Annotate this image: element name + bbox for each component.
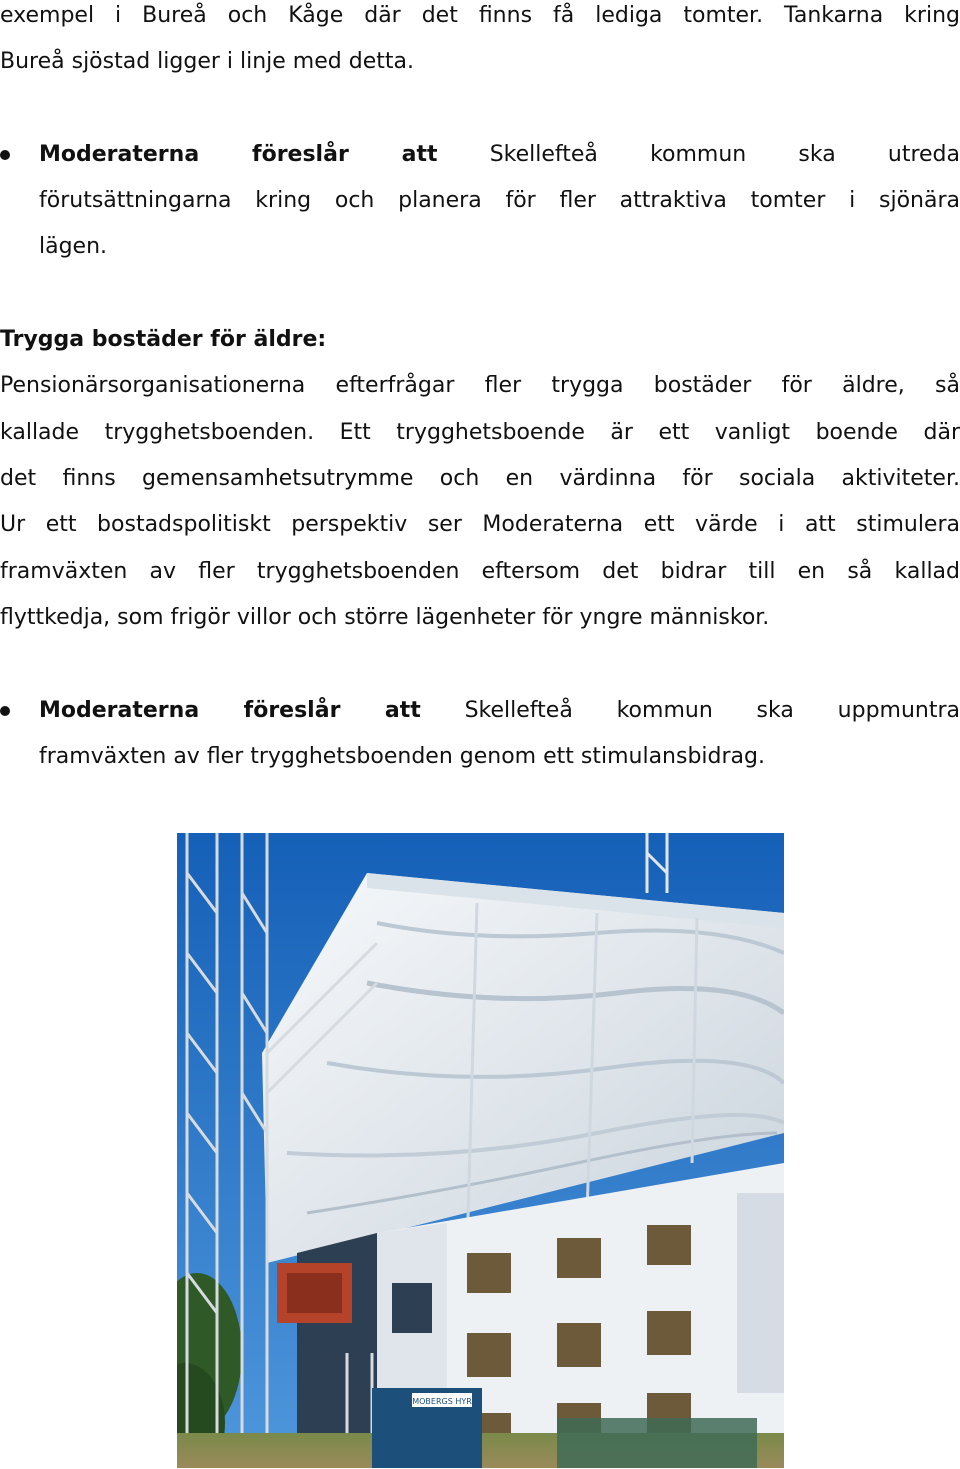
intro-line-1: exempel i Bureå och Kåge där det finns få lediga tomter. Tankarna kring [0, 3, 960, 28]
bullet-1-line-1 [39, 140, 960, 170]
construction-photo [177, 833, 784, 1468]
bullet-1-rest: Skellefteå kommun ska utreda [489, 142, 960, 167]
bullet-2-line-1 [39, 696, 960, 726]
bullet-1-line-2: förutsättningarna kring och planera för fler attraktiva tomter i sjönära [39, 188, 960, 213]
section-line-5: framväxten av fler trygghetsboenden eftersom det bidrar till en så kallad [0, 559, 960, 584]
construction-lift [277, 1263, 352, 1323]
bullet-2-line-2: framväxten av fler trygghetsboenden genom ett stimulansbidrag. [39, 744, 765, 769]
bullet-1-lead: Moderaterna föreslår att [39, 142, 438, 167]
section-line-1: Pensionärsorganisationerna efterfrågar fler trygga bostäder för äldre, så [0, 373, 960, 398]
section-line-4: Ur ett bostadspolitiskt perspektiv ser Moderaterna ett värde i att stimulera [0, 512, 960, 537]
bullet-marker-2 [0, 706, 10, 716]
fence [557, 1418, 757, 1468]
section-line-3: det finns gemensamhetsutrymme och en värdinna för sociala aktiviteter. [0, 466, 960, 491]
bullet-2-lead: Moderaterna föreslår att [39, 698, 421, 723]
bullet-marker-1 [0, 150, 10, 160]
intro-line-2: Bureå sjöstad ligger i linje med detta. [0, 49, 414, 74]
section-heading: Trygga bostäder för äldre: [0, 327, 327, 352]
section-line-2: kallade trygghetsboenden. Ett trygghetsboende är ett vanligt boende där [0, 420, 960, 445]
section-line-6: flyttkedja, som frigör villor och större lägenheter för yngre människor. [0, 605, 770, 630]
bullet-2-rest: Skellefteå kommun ska uppmuntra [464, 698, 960, 723]
container-sign: MOBERGS HYR [412, 1397, 472, 1406]
bullet-1-line-3: lägen. [39, 234, 108, 259]
site-container [372, 1388, 482, 1468]
